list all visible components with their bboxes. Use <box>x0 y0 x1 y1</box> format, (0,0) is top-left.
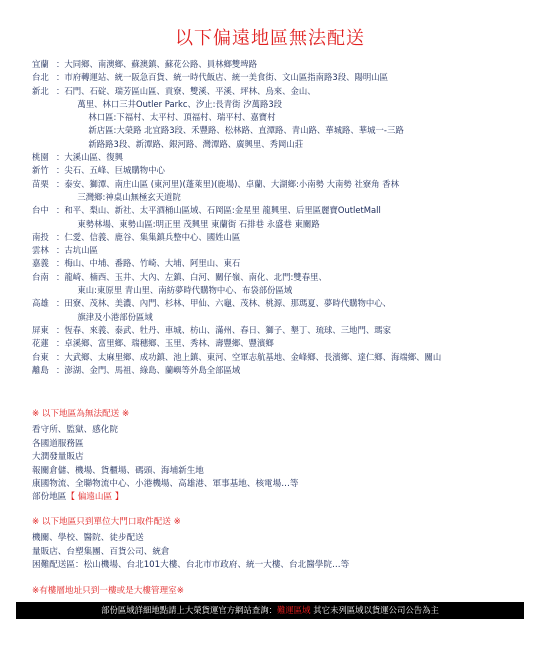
region-colon: ： <box>56 178 65 189</box>
region-line: 大武鄉、太麻里鄉、成功鎮、池上鎮、東河、空軍志航基地、金峰鄉、長濱鄉、達仁鄉、海端鄉、關山 <box>64 351 442 362</box>
region-line: 新路路3段、新潭路、銀河路、灣潭路、廣興里、秀岡山莊 <box>88 138 304 149</box>
region-name: 台南 <box>32 271 49 282</box>
region-line: 大同鄉、南澳鄉、蘇澳鎮、蘇花公路、員林鄉雙埤路 <box>64 59 257 69</box>
region-name: 台中 <box>32 205 49 216</box>
region-name: 新竹 <box>32 165 49 176</box>
region-row <box>32 85 536 151</box>
region-row <box>32 71 536 84</box>
region-colon: ： <box>56 72 65 83</box>
region-row <box>32 58 536 71</box>
region-name: 南投 <box>32 231 49 242</box>
region-line: 仁愛、信義、鹿谷、集集鎮兵整中心、國姓山區 <box>64 231 241 242</box>
region-line: 龍崎、楠西、玉井、大內、左鎮、白河、關仔嶺、南化、北門:雙春里、 <box>64 271 327 282</box>
footer-highlight: 難運區域 <box>277 605 311 615</box>
no-delivery-item-remote <box>32 491 532 504</box>
region-colon: ： <box>56 85 65 96</box>
region-colon: ： <box>56 324 65 335</box>
region-row <box>32 297 536 324</box>
region-row <box>32 364 536 377</box>
region-name: 雲林 <box>32 245 49 256</box>
region-colon: ： <box>56 165 65 176</box>
region-name: 台北 <box>32 72 49 83</box>
region-colon: ： <box>56 152 65 163</box>
no-delivery-section <box>32 408 532 505</box>
region-colon: ： <box>56 231 65 242</box>
region-line: 田寮、茂林、美濃、內門、杉林、甲仙、六龜、茂林、桃源、那瑪夏、夢時代購物中心、 <box>64 298 391 309</box>
region-row <box>32 257 536 270</box>
footer-suffix: 其它未列區域以貨運公司公告為主 <box>310 605 439 615</box>
floor-note: ※有樓層地址只到一樓或是大樓管理室※ <box>32 586 184 596</box>
region-name: 桃園 <box>32 152 49 163</box>
region-name: 新北 <box>32 85 49 96</box>
region-line: 東山:東原里 青山里、南紡夢時代購物中心、布袋部份區域 <box>77 285 293 296</box>
region-line: 卓溪鄉、富里鄉、瑞穗鄉、玉里、秀林、壽豐鄉、豐濱鄉 <box>64 338 274 349</box>
region-row <box>32 324 536 337</box>
region-line: 市府轉運站、統一阪急百貨、統一時代飯店、統一美食街、文山區指南路3段、陽明山區 <box>64 72 388 83</box>
remote-highlight: 【 偏遠山區 】 <box>66 492 124 503</box>
region-row <box>32 244 536 257</box>
region-line: 和平、梨山、新社、太平酒桶山區域、石岡區:金星里 龍興里、后里區麗寶OutletMall <box>64 205 381 216</box>
region-colon: ： <box>56 59 65 69</box>
gate-delivery-item: 量販店、台塑集團、百貨公司、統倉 <box>32 546 170 557</box>
gate-delivery-heading: ※ 以下地區只到單位大門口取件配送 ※ <box>32 517 181 527</box>
region-line: 萬里、林口三井Outler Parkc、汐止:長青街 汐萬路3段 <box>77 98 283 109</box>
region-line: 大溪山區、復興 <box>64 152 123 163</box>
no-delivery-item: 大潤發量販店 <box>32 452 84 463</box>
region-name: 嘉義 <box>32 258 49 269</box>
region-line: 梅山、中埔、番路、竹崎、大埔、阿里山、東石 <box>64 258 241 269</box>
region-row <box>32 151 536 164</box>
footer-bar <box>16 602 524 619</box>
region-row <box>32 337 536 350</box>
no-delivery-item: 康國物流、全聯物流中心、小港機場、高雄港、軍事基地、核電場…等 <box>32 479 299 490</box>
region-row <box>32 351 536 364</box>
no-delivery-heading: ※ 以下地區為無法配送 ※ <box>32 409 130 419</box>
region-row <box>32 178 536 205</box>
region-colon: ： <box>56 205 65 216</box>
region-colon: ： <box>56 351 65 362</box>
remote-prefix: 部份地區 <box>32 492 67 503</box>
region-colon: ： <box>56 338 65 349</box>
region-line: 石門、石碇、瑞芳區山區、貢寮、雙溪、平溪、坪林、烏來、金山、 <box>64 85 316 96</box>
region-colon: ： <box>56 271 65 282</box>
gate-delivery-item: 機關、學校、醫院、徒步配送 <box>32 533 144 544</box>
region-name: 苗栗 <box>32 178 49 189</box>
region-line: 古坑山區 <box>64 245 98 256</box>
region-name: 離島 <box>32 364 49 375</box>
gate-delivery-section <box>32 516 532 573</box>
region-name: 花蓮 <box>32 338 49 349</box>
page-title: 以下偏遠地區無法配送 <box>175 28 365 49</box>
region-line: 林口區:下福村、太平村、頂福村、瑞平村、嘉寶村 <box>88 112 276 123</box>
region-line: 旗津及小港部份區域 <box>77 311 153 322</box>
no-delivery-item: 各國道服務區 <box>32 438 84 449</box>
gate-delivery-item: 困難配送區：松山機場、台北101大樓、台北市市政府、統一大樓、台北醫學院…等 <box>32 560 350 571</box>
region-name: 宜蘭 <box>32 59 49 69</box>
region-line: 恆春、來義、泰武、牡丹、車城、枋山、滿州、春日、獅子、墾丁、琉球、三地門、瑪家 <box>64 324 391 335</box>
region-line: 澎湖、金門、馬祖、綠島、蘭嶼等外島全部區域 <box>64 364 241 375</box>
region-name: 高雄 <box>32 298 49 309</box>
no-delivery-item: 看守所、監獄、感化院 <box>32 425 118 436</box>
region-row <box>32 231 536 244</box>
region-line: 尖石、五峰、巨城購物中心 <box>64 165 165 176</box>
region-colon: ： <box>56 258 65 269</box>
region-line: 新店區:大榮路 北宜路3段、禾豐路、松林路、直潭路、青山路、華城路、華城一-三路 <box>88 125 404 136</box>
no-delivery-item: 報關倉儲、機場、貨櫃場、碼頭、海埔新生地 <box>32 465 204 476</box>
region-line: 泰安、獅潭、南庄山區 (東河里)(蓬萊里)(鹿場)、卓蘭、大湖鄉:小南勢 大南勢 社寮角 香林 <box>64 178 399 189</box>
footer-prefix: 部份區域詳細地點請上大榮貨運官方網站查詢： <box>101 605 278 615</box>
region-name: 屏東 <box>32 324 49 335</box>
region-row <box>32 204 536 231</box>
region-row <box>32 271 536 298</box>
region-colon: ： <box>56 364 65 375</box>
region-row <box>32 164 536 177</box>
region-name: 台東 <box>32 351 49 362</box>
region-colon: ： <box>56 245 65 256</box>
region-line: 三灣鄉:神桌山無極玄天道院 <box>77 191 181 202</box>
region-line: 東勢林場、東勢山區:明正里 茂興里 東蘭街 石排巷 永盛巷 東關路 <box>77 218 320 229</box>
region-list <box>32 58 536 377</box>
region-colon: ： <box>56 298 65 309</box>
